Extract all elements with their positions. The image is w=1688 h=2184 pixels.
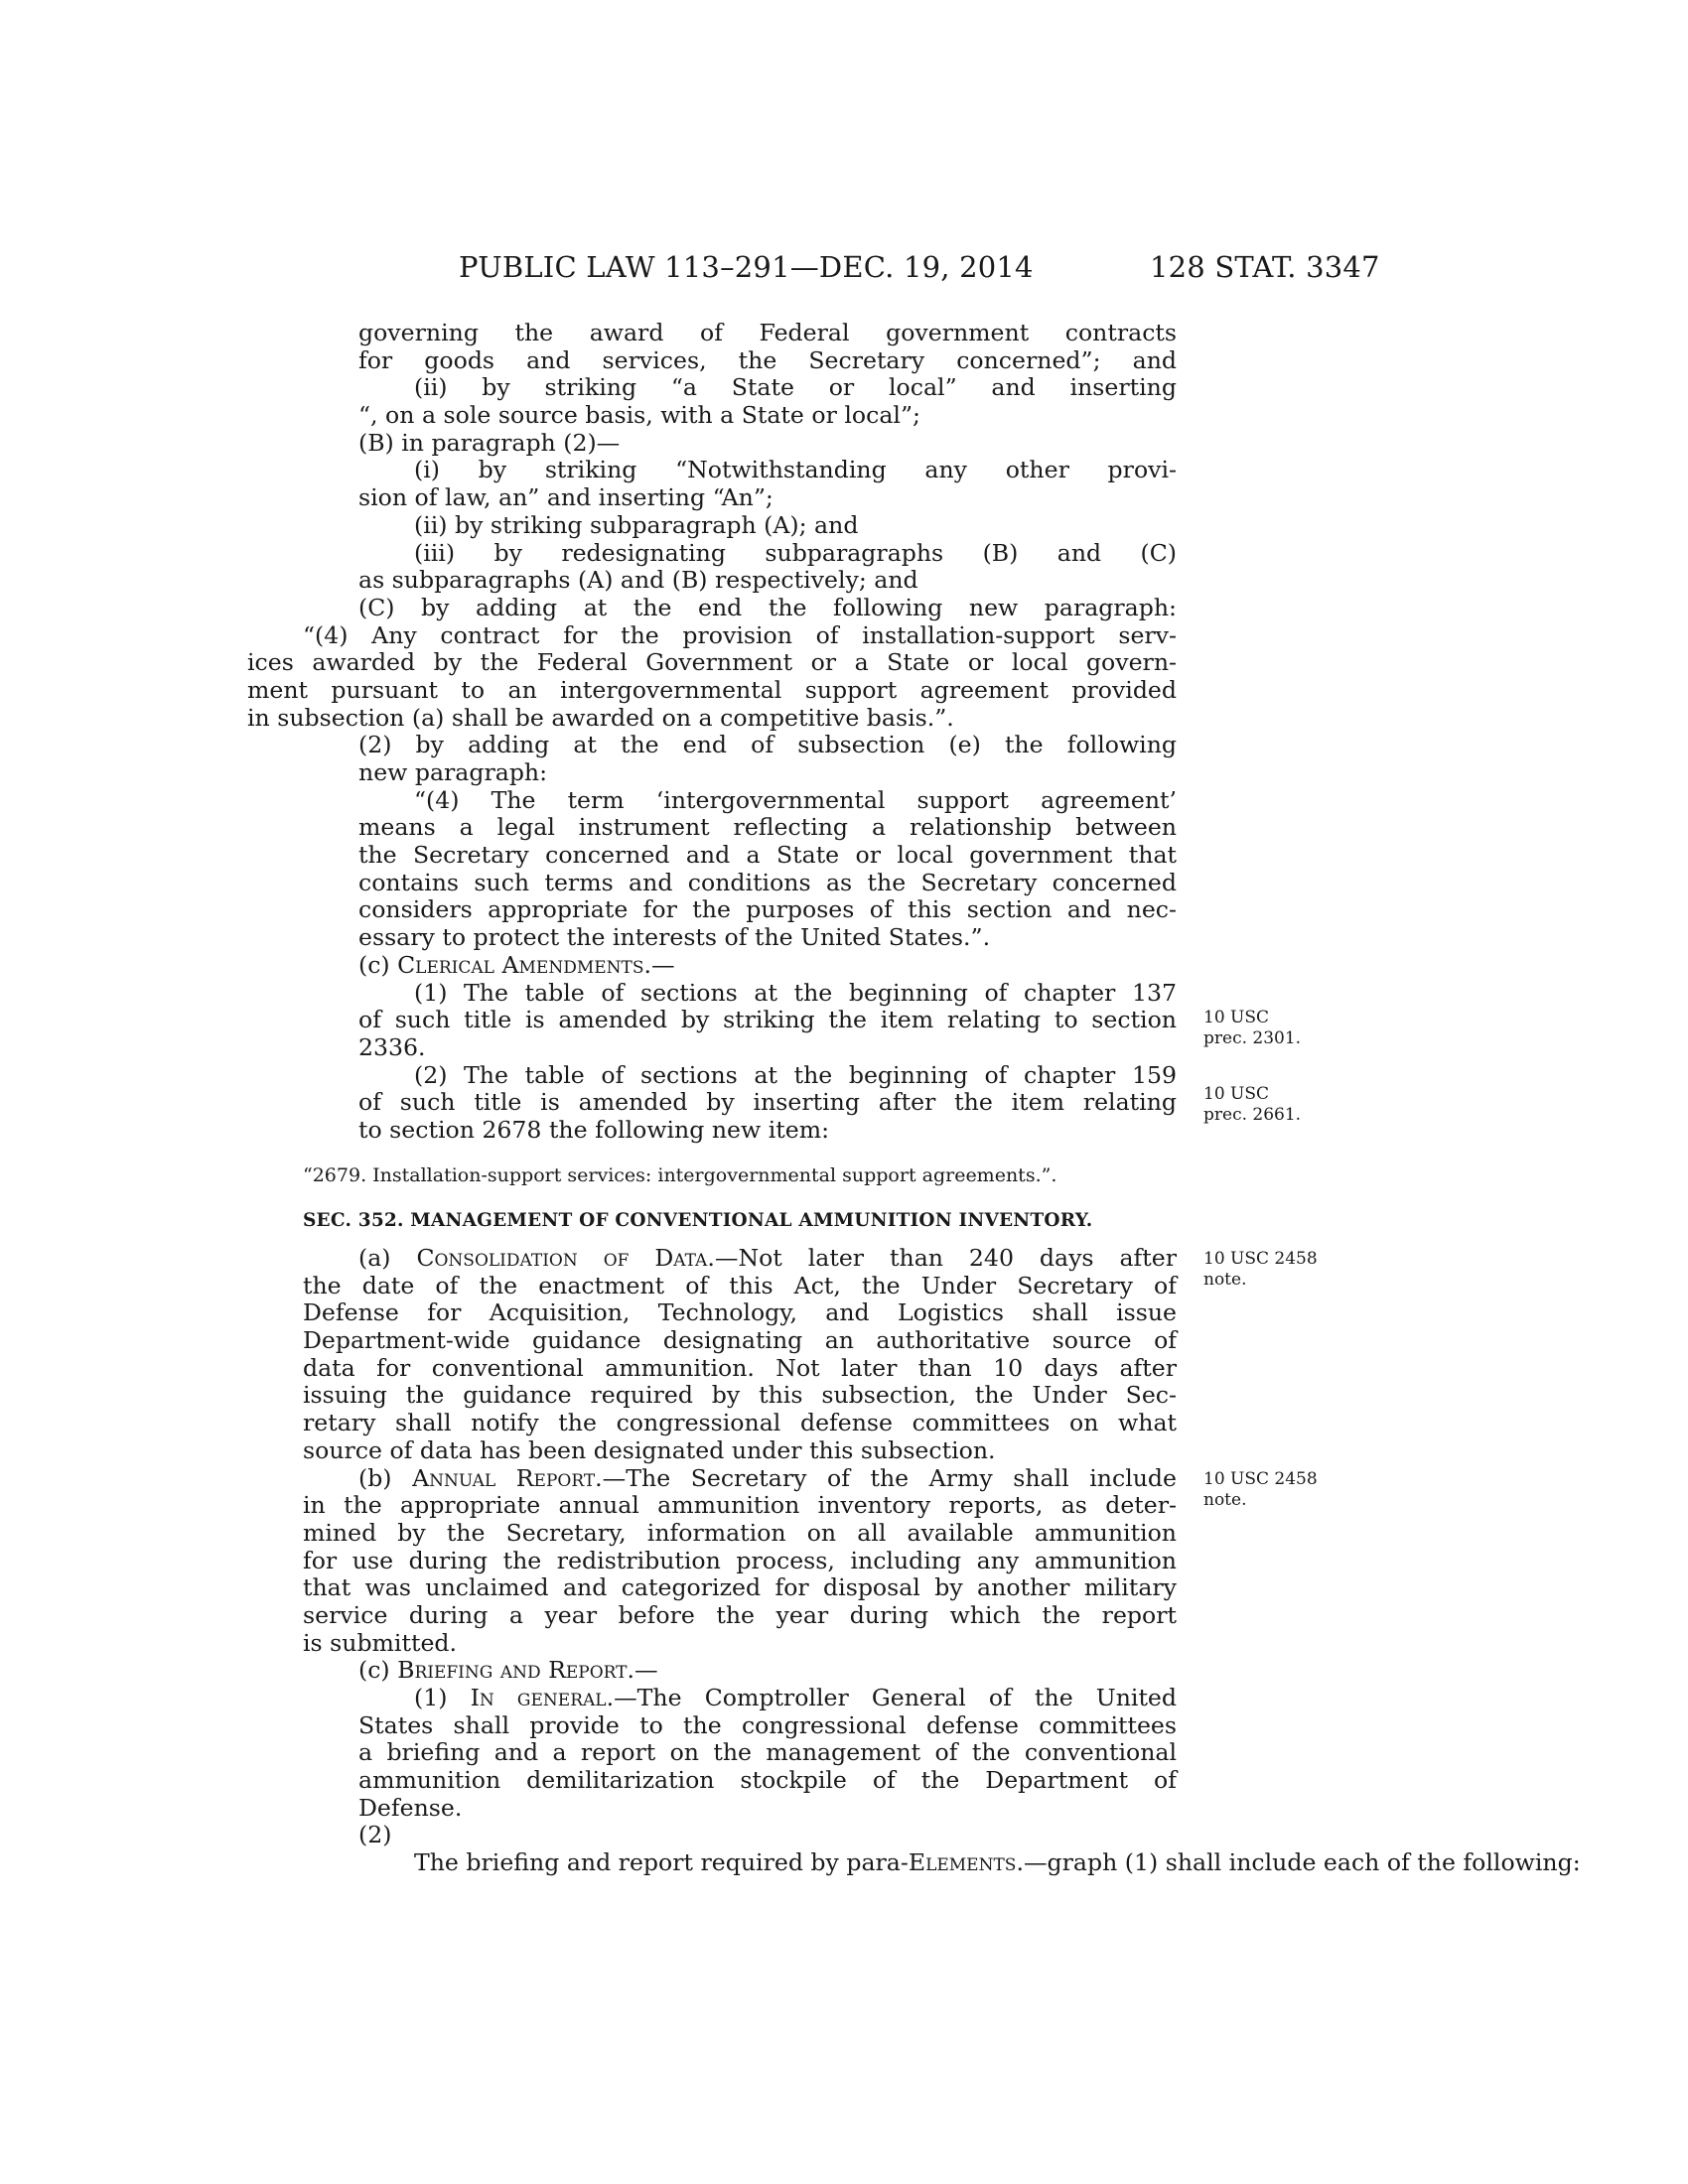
subsection-label: (c)	[358, 1656, 398, 1685]
text-line: for use during the redistribution process, including any ammunition	[303, 1546, 1177, 1574]
text-line: (ii) by striking “a State or local” and inserting	[414, 373, 1177, 402]
subsection-b-line	[303, 1465, 1177, 1493]
text-line: new paragraph:	[358, 758, 548, 786]
text-line: retary shall notify the congressional defense committees on what	[303, 1409, 1177, 1437]
text-line: Department-wide guidance designating an authoritative source of	[303, 1326, 1177, 1355]
paragraph-1-line	[303, 1685, 1177, 1712]
text-line: is submitted.	[303, 1628, 458, 1657]
text-line: source of data has been designated under this subsection.	[303, 1435, 996, 1464]
subsection-title: Annual Report.—	[412, 1463, 627, 1492]
running-header-title: PUBLIC LAW 113–291—DEC. 19, 2014	[459, 250, 1034, 284]
text-line: for goods and services, the Secretary concerned”; and	[358, 345, 1177, 374]
text-line: ammunition demilitarization stockpile of the Department of	[358, 1766, 1177, 1795]
text-line: (1) The table of sections at the beginning of chapter 137	[414, 978, 1177, 1007]
margin-note-line: 10 USC 2458	[1203, 1249, 1318, 1269]
text-line: in the appropriate annual ammunition inventory reports, as deter-	[303, 1491, 1177, 1520]
text-line: (i) by striking “Notwithstanding any other provi-	[414, 456, 1177, 484]
margin-note-line: note.	[1203, 1490, 1247, 1510]
text-line: that was unclaimed and categorized for disposal by another military	[303, 1573, 1177, 1602]
paragraph-text: graph (1) shall include each of the following:	[1047, 1848, 1581, 1877]
quoted-paragraph-line: in subsection (a) shall be awarded on a competitive basis.”.	[247, 703, 954, 732]
text-line: service during a year before the year during which the report	[303, 1600, 1177, 1629]
margin-note-3	[1203, 1249, 1333, 1291]
paragraph-label: (1)	[414, 1684, 471, 1711]
text-line: data for conventional ammunition. Not later than 10 days after	[303, 1353, 1177, 1382]
text-line: contains such terms and conditions as the Secretary concerned	[358, 868, 1177, 896]
text-line: the date of the enactment of this Act, the Under Secretary of	[303, 1271, 1177, 1299]
quoted-paragraph-line: ment pursuant to an intergovernmental support agreement provided	[247, 675, 1177, 704]
margin-note-1	[1203, 1008, 1333, 1049]
subsection-title: Consolidation of Data.—	[416, 1244, 739, 1272]
subsection-heading-clerical	[303, 952, 1177, 980]
paragraph-title: In general.—	[470, 1684, 637, 1711]
text-line: essary to protect the interests of the United States.”.	[358, 923, 991, 952]
text-line: (iii) by redesignating subparagraphs (B) and (C)	[414, 538, 1177, 567]
text-line: “, on a sole source basis, with a State or local”;	[358, 401, 920, 430]
text-line: issuing the guidance required by this subsection, the Under Sec-	[303, 1381, 1177, 1410]
subsection-title: Briefing and Report.—	[397, 1656, 658, 1685]
margin-note-line: prec. 2661.	[1203, 1105, 1302, 1125]
text-line: (2) by adding at the end of subsection (e) the following	[358, 731, 1177, 759]
text-line: sion of law, an” and inserting “An”;	[358, 483, 774, 512]
subsection-title: Clerical Amendments.—	[397, 950, 675, 979]
margin-note-line: 10 USC	[1203, 1084, 1270, 1104]
text-line: of such title is amended by inserting after the item relating	[358, 1088, 1177, 1117]
subsection-label: (a)	[358, 1244, 417, 1272]
paragraph-label: The briefing and report required by para-	[414, 1848, 909, 1877]
quoted-paragraph-line	[247, 622, 1177, 650]
margin-note-line: note.	[1203, 1270, 1247, 1290]
text-line: governing the award of Federal government contracts	[358, 319, 1177, 346]
subsection-c-heading	[303, 1657, 1177, 1685]
quoted-text: “(4) Any contract for the provision of installation-support serv-	[303, 620, 1177, 649]
subsection-label: (b)	[358, 1463, 413, 1492]
text-line	[303, 1877, 1177, 1905]
text-line: 2336.	[358, 1032, 426, 1061]
text-line: (ii) by striking subparagraph (A); and	[414, 510, 859, 539]
text-line: as subparagraphs (A) and (B) respectively; and	[358, 566, 918, 595]
margin-note-2	[1203, 1084, 1333, 1126]
text-line: (2)	[358, 1821, 392, 1849]
text-line: Defense for Acquisition, Technology, and Logistics shall issue	[303, 1298, 1177, 1327]
text-line: (2) The table of sections at the beginning of chapter 159	[414, 1060, 1177, 1089]
subsection-text: Not later than 240 days after	[738, 1244, 1177, 1272]
text-line: the Secretary concerned and a State or local government that	[358, 841, 1177, 870]
margin-note-line: 10 USC	[1203, 1008, 1270, 1027]
text-line: of such title is amended by striking the item relating to section	[358, 1006, 1177, 1034]
text-line: “(4) The term ‘intergovernmental support agreement’	[414, 785, 1177, 814]
quoted-paragraph-line: ices awarded by the Federal Government or a State or local govern-	[247, 648, 1177, 677]
text-line: Defense.	[358, 1793, 463, 1822]
margin-note-4	[1203, 1469, 1333, 1511]
text-line: to section 2678 the following new item:	[358, 1115, 830, 1144]
subsection-text: The Secretary of the Army shall include	[626, 1463, 1177, 1492]
text-line: States shall provide to the congressional defense committees	[358, 1710, 1177, 1739]
paragraph-text: The Comptroller General of the United	[636, 1684, 1177, 1711]
margin-note-line: 10 USC 2458	[1203, 1469, 1318, 1489]
text-line: means a legal instrument reflecting a relationship between	[358, 813, 1177, 842]
margin-note-line: prec. 2301.	[1203, 1028, 1302, 1048]
text-line: (C) by adding at the end the following new paragraph:	[358, 593, 1177, 621]
section-heading: SEC. 352. MANAGEMENT OF CONVENTIONAL AMMUNITION INVENTORY.	[303, 1210, 1093, 1232]
text-line: considers appropriate for the purposes of this section and nec-	[358, 895, 1177, 924]
subsection-a-line	[303, 1245, 1177, 1273]
paragraph-title: Elements.—	[908, 1848, 1048, 1877]
text-line: a briefing and a report on the management of the conventional	[358, 1738, 1177, 1767]
paragraph-2-line	[303, 1848, 1581, 1877]
page-stat-number: 128 STAT. 3347	[1150, 250, 1380, 284]
table-of-sections-item: “2679. Installation-support services: intergovernmental support agreements.”.	[303, 1163, 1057, 1186]
text-line: (B) in paragraph (2)—	[358, 428, 621, 457]
subsection-label: (c)	[358, 950, 398, 979]
text-line: mined by the Secretary, information on all available ammunition	[303, 1518, 1177, 1547]
